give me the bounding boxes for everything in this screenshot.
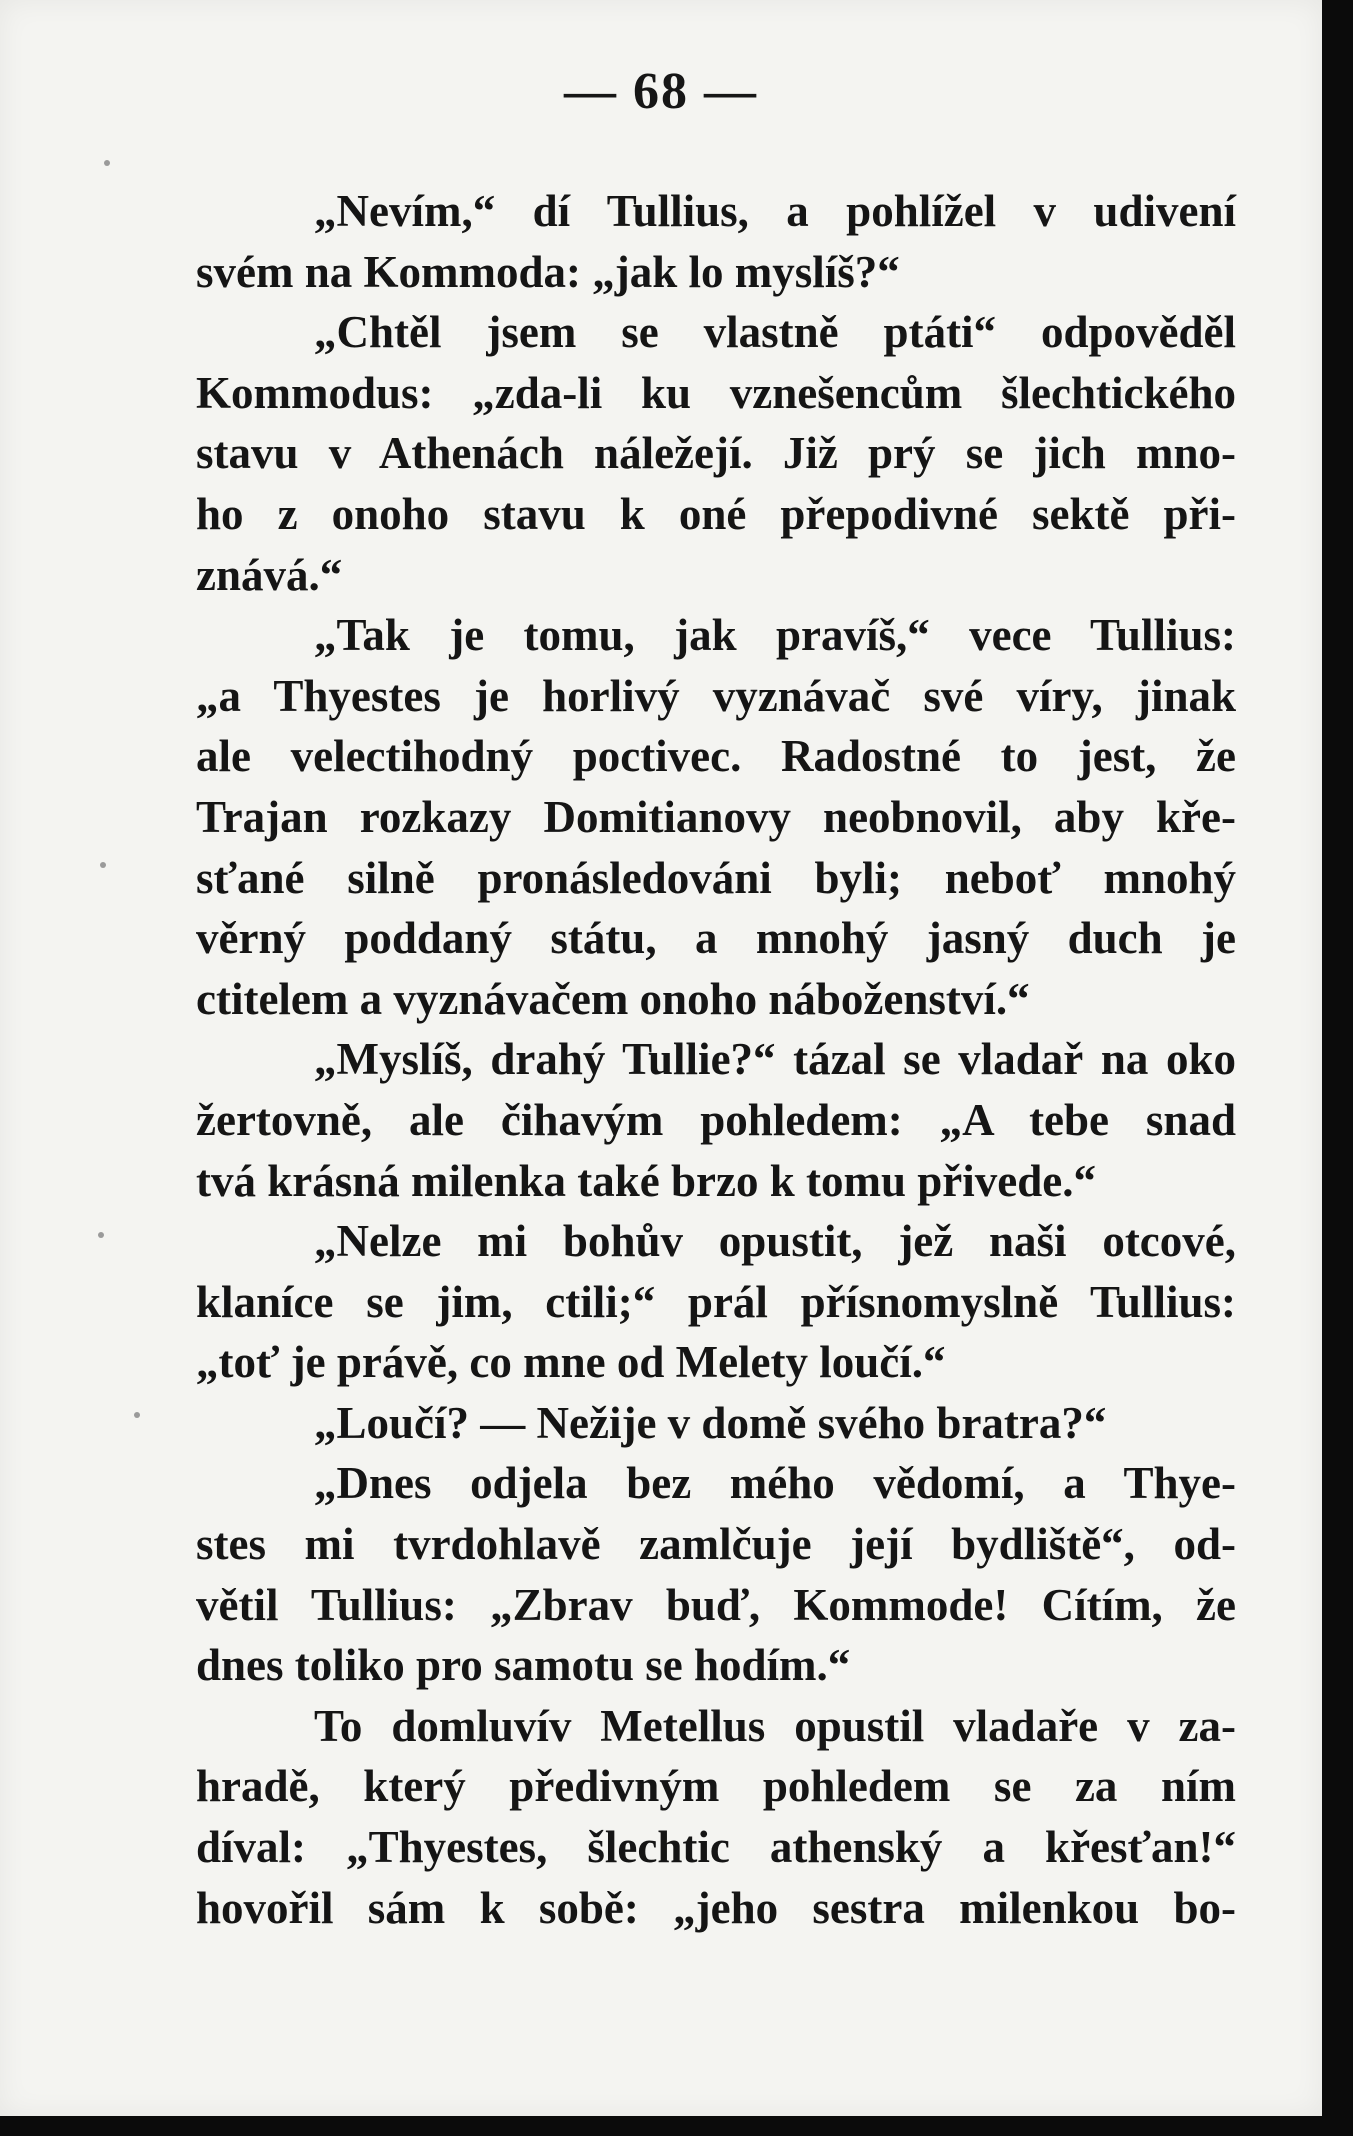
text-line: Kommodus: „zda-li ku vznešencům šlechtického: [196, 367, 1236, 418]
text-line: větil Tullius: „Zbrav buď, Kommode! Cítím, že: [196, 1579, 1236, 1630]
text-line: klaníce se jim, ctili;“ prál přísnomyslně Tullius:: [196, 1276, 1236, 1327]
text-line: stavu v Athenách náležejí. Již prý se jich mno-: [196, 428, 1236, 479]
text-line: věrný poddaný státu, a mnohý jasný duch je: [196, 913, 1236, 964]
text-line: Trajan rozkazy Domitianovy neobnovil, aby kře-: [196, 791, 1236, 842]
text-line: ctitelem a vyznávačem onoho náboženství.“: [196, 973, 1030, 1024]
paper-speck: [100, 862, 106, 868]
text-line: „Nevím,“ dí Tullius, a pohlížel v udivení: [314, 186, 1236, 236]
text-line: ho z onoho stavu k oné přepodivné sektě při-: [196, 488, 1236, 539]
text-line: hradě, který předivným pohledem se za ním: [196, 1761, 1236, 1812]
text-line: žertovně, ale čihavým pohledem: „A tebe snad: [196, 1094, 1236, 1145]
text-line: znává.“: [196, 549, 343, 600]
text-line: To domluvív Metellus opustil vladaře v za-: [314, 1700, 1236, 1751]
paper-speck: [104, 160, 110, 166]
page-text: [196, 181, 1236, 1938]
text-line: „a Thyestes je horlivý vyznávač své víry, jinak: [196, 670, 1236, 721]
text-line: „Tak je tomu, jak pravíš,“ vece Tullius:: [314, 610, 1236, 661]
scan-edge-right: [1322, 0, 1353, 2136]
text-line: „Myslíš, drahý Tullie?“ tázal se vladař na oko: [314, 1034, 1236, 1085]
text-line: sťané silně pronásledováni byli; neboť mnohý: [196, 852, 1236, 903]
text-line: „toť je právě, co mne od Melety loučí.“: [196, 1337, 946, 1388]
text-line: díval: „Thyestes, šlechtic athenský a křesťan!“: [196, 1822, 1236, 1873]
text-line: tvá krásná milenka také brzo k tomu přivede.“: [196, 1155, 1096, 1206]
text-line: „Chtěl jsem se vlastně ptáti“ odpověděl: [314, 307, 1236, 358]
text-line: „Loučí? — Nežije v domě svého bratra?“: [314, 1397, 1107, 1448]
scan-edge-bottom: [0, 2116, 1353, 2136]
text-line: ale velectihodný poctivec. Radostné to jest, že: [196, 731, 1236, 782]
text-line: „Nelze mi bohův opustit, jež naši otcové,: [314, 1216, 1236, 1267]
text-line: stes mi tvrdohlavě zamlčuje její bydliště“, od-: [196, 1519, 1236, 1570]
text-line: „Dnes odjela bez mého vědomí, a Thye-: [314, 1458, 1236, 1509]
paper-speck: [98, 1232, 104, 1238]
paper-speck: [134, 1412, 140, 1418]
text-line: dnes toliko pro samotu se hodím.“: [196, 1640, 851, 1691]
text-line: hovořil sám k sobě: „jeho sestra milenkou bo-: [196, 1882, 1236, 1933]
text-line: svém na Kommoda: „jak lo myslíš?“: [196, 246, 900, 297]
page-number: — 68 —: [564, 63, 758, 120]
